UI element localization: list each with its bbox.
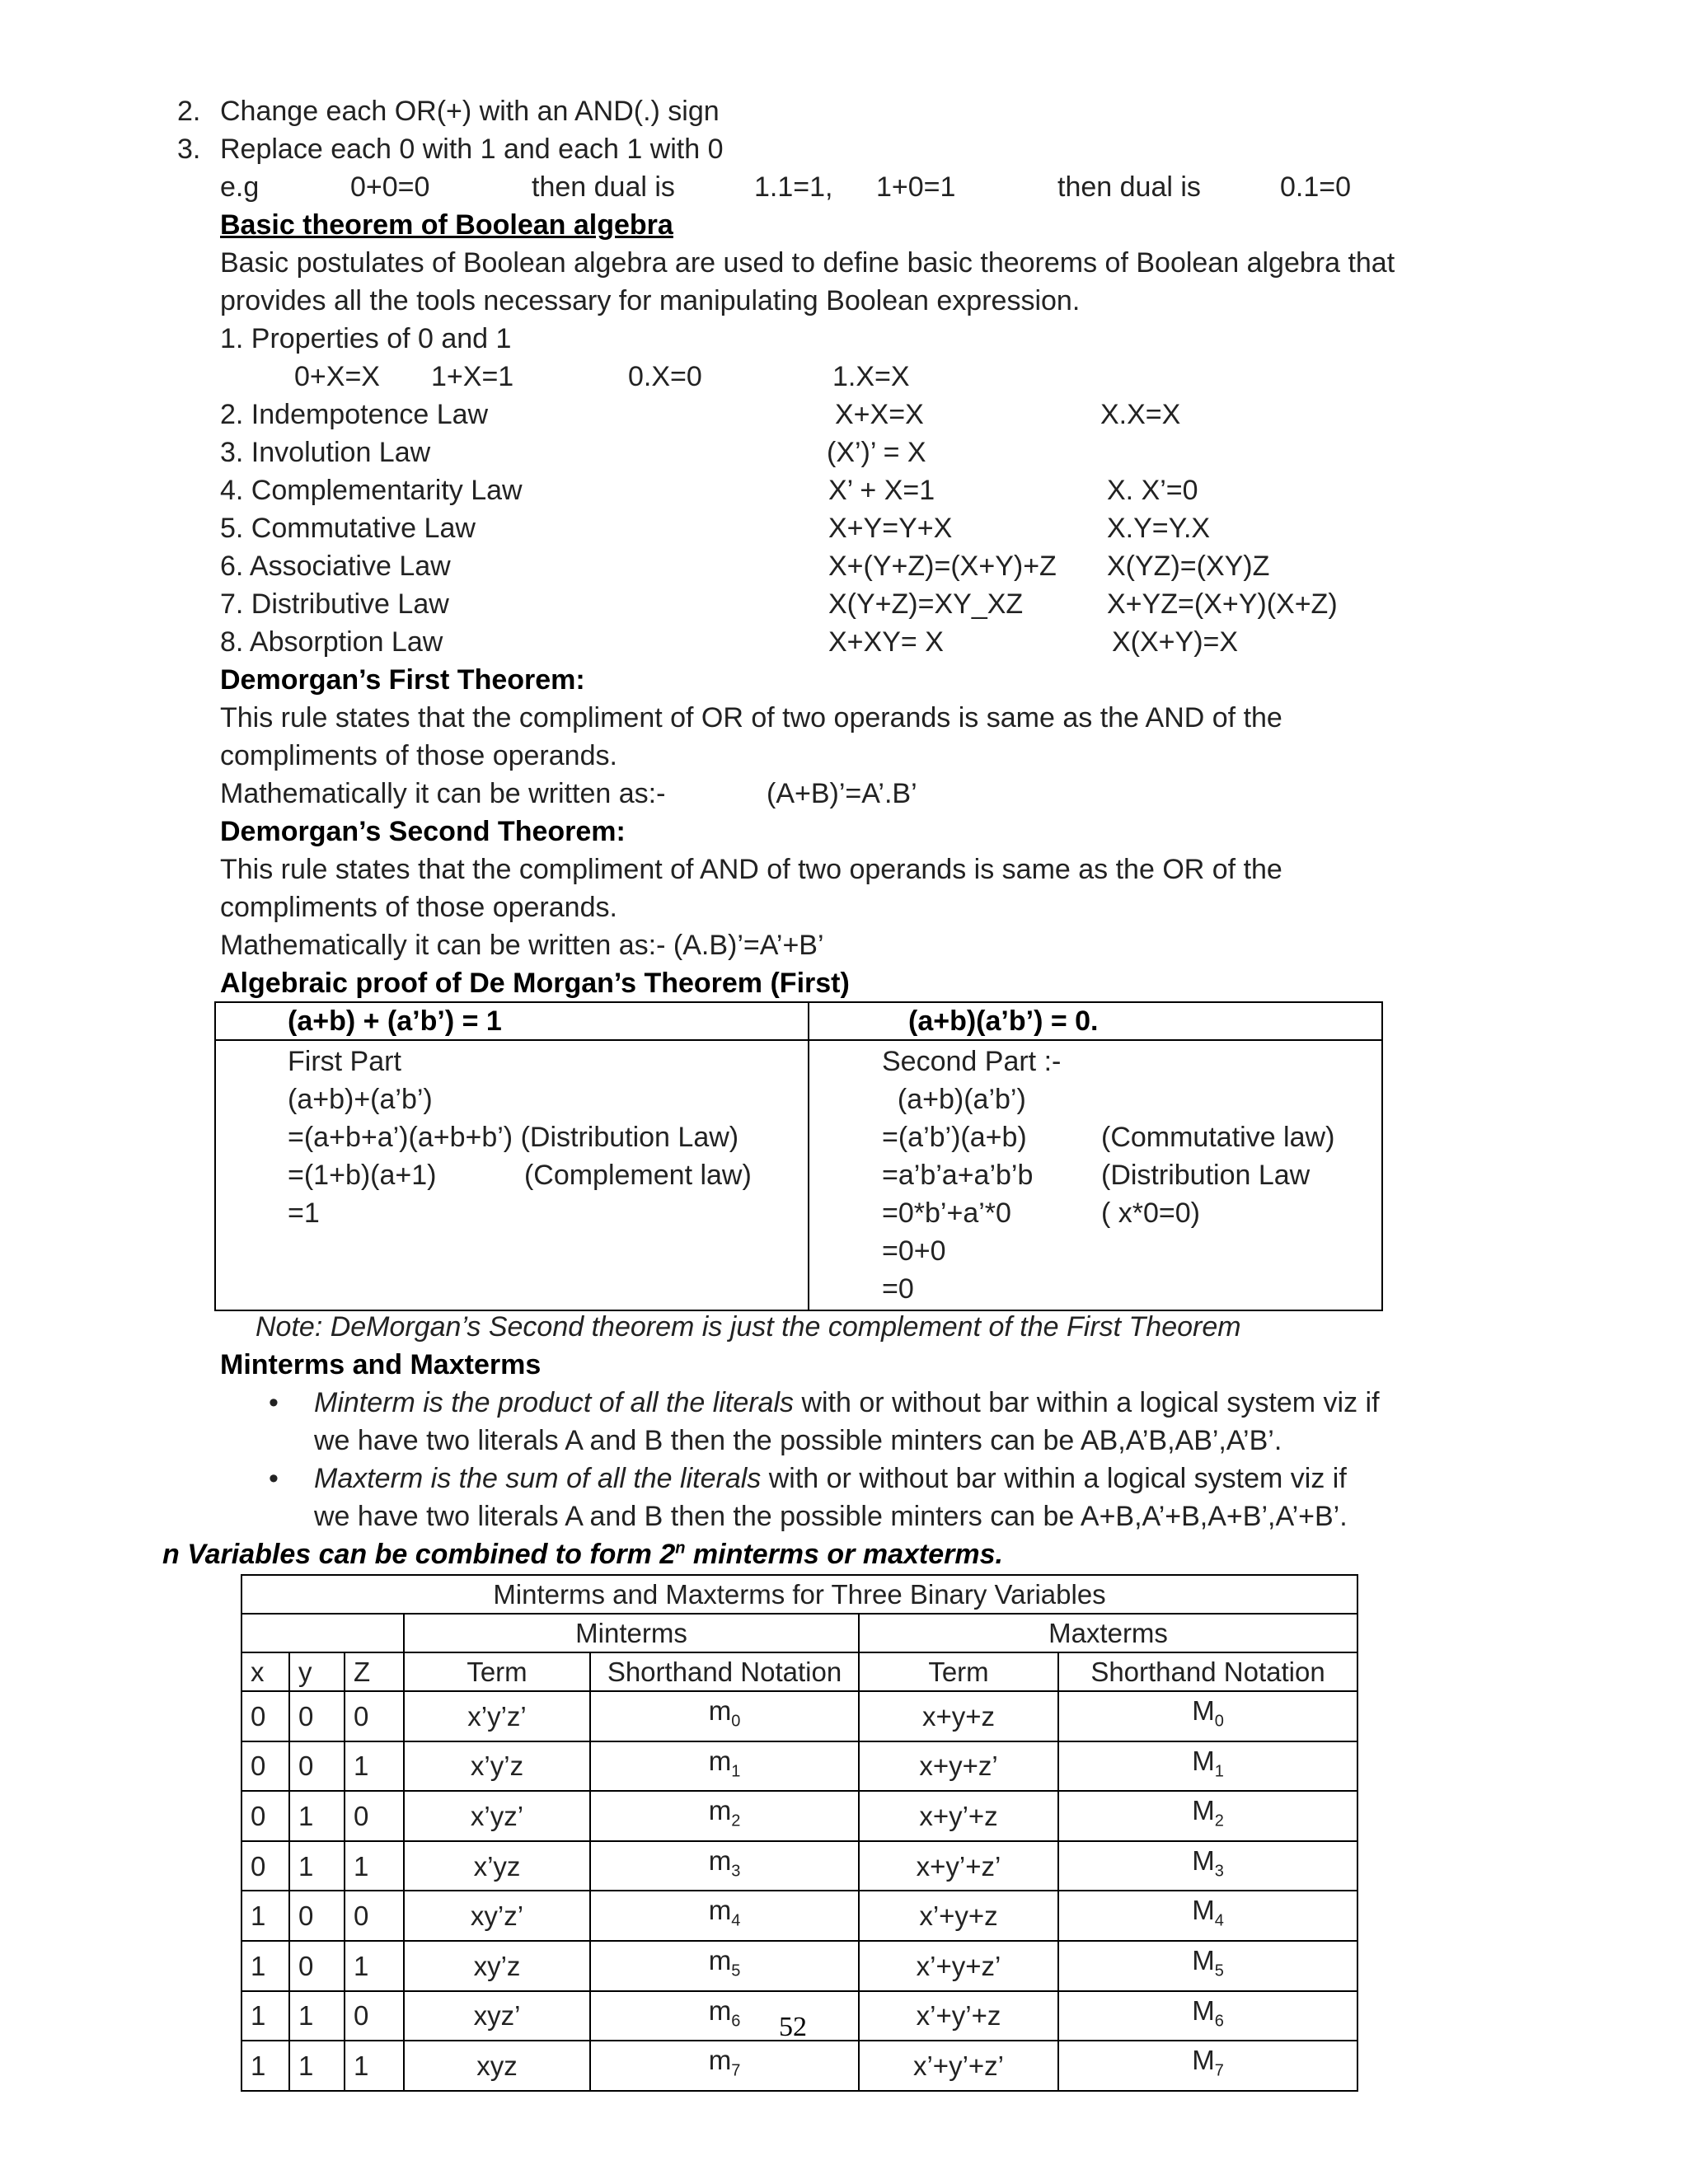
proof-right-body [809,1040,1382,1310]
demorgan-first-heading: Demorgan’s First Theorem: [220,664,585,696]
table-row: 1 0 1 xy’z $m_5$ x’+y+z’ $M_5$ [241,1941,1357,1991]
demorgan-first-math-label: Mathematically it can be written as:- [220,778,666,809]
demorgan-second-text-1: This rule states that the compliment of AND of two operands is same as the OR of the [220,854,1282,885]
properties-title: 1. Properties of 0 and 1 [220,323,512,354]
table-row: 0 1 1 x’yz $m_3$ x+y’+z’ $M_3$ [241,1841,1357,1891]
basic-theorem-heading: Basic theorem of Boolean algebra [220,209,673,241]
proof-line: =(a’b’)(a+b) (Commutative law) [882,1122,1335,1153]
proof-right-header-cell [809,1002,1382,1040]
proof-line: (a+b)(a’b’) [882,1084,1026,1115]
proof-left-body [215,1040,809,1310]
table-row: 0 1 0 x’yz’ $m_2$ x+y’+z $M_2$ [241,1791,1357,1841]
maxterms-group-header: Maxterms [859,1614,1357,1652]
minterms-group-header: Minterms [404,1614,859,1652]
demorgan-first-text-2: compliments of those operands. [220,740,617,771]
column-header: Shorthand Notation [590,1652,859,1691]
table-title: Minterms and Maxterms for Three Binary Variables [241,1575,1357,1614]
page-number: 52 [779,2012,807,2042]
table-header-row [241,1652,1357,1691]
proof-right-header: (a+b)(a’b’) = 0. [908,1005,1099,1037]
table-empty-cell [241,1614,404,1652]
proof-line: (a+b)+(a’b’) [288,1084,433,1115]
column-header: y [289,1652,345,1691]
proof-line: =(1+b)(a+1) (Complement law) [288,1160,752,1191]
column-header: Term [859,1652,1058,1691]
proof-left-header-cell [215,1002,809,1040]
table-row: 0 0 1 x’y’z $m_1$ x+y+z’ $M_1$ [241,1741,1357,1792]
bullet-icon: • [269,1387,279,1418]
proof-line: =0+0 [882,1235,946,1267]
proof-line: Second Part :- [882,1046,1062,1077]
demorgan-note: Note: DeMorgan’s Second theorem is just the complement of the First Theorem [256,1311,1241,1343]
table-row: 1 1 0 xyz’ $m_6$ x’+y’+z $M_6$ [241,1991,1357,2041]
proof-line: First Part [288,1046,401,1077]
n-variables-statement: n Variables can be combined to form 2$^n$ minterms or maxterms. [162,1539,1003,1570]
table-row: 1 1 1 xyz $m_7$ x’+y’+z’ $M_7$ [241,2041,1357,2091]
proof-heading: Algebraic proof of De Morgan’s Theorem (First) [220,968,850,999]
column-header: Z [345,1652,404,1691]
proof-line: =1 [288,1197,320,1229]
minterms-heading: Minterms and Maxterms [220,1349,542,1380]
proof-line: =0 [882,1273,914,1305]
proof-line: =0*b’+a’*0 ( x*0=0) [882,1197,1200,1229]
column-header: Term [404,1652,590,1691]
demorgan-first-math: (A+B)’=A’.B’ [767,778,917,809]
demorgan-second-heading: Demorgan’s Second Theorem: [220,816,626,847]
dual-rule-2: 2. Change each OR(+) with an AND(.) sign [177,96,720,127]
column-header: Shorthand Notation [1058,1652,1357,1691]
demorgan-second-math: Mathematically it can be written as:- (A.B)’=A’+B’ [220,930,824,961]
demorgan-first-text-1: This rule states that the compliment of OR of two operands is same as the AND of the [220,702,1282,733]
proof-line: =a’b’a+a’b’b (Distribution Law [882,1160,1311,1191]
bullet-icon: • [269,1463,279,1494]
dual-rule-3: 3. Replace each 0 with 1 and each 1 with 0 [177,134,724,165]
proof-table [214,1001,1383,1311]
table-row: 0 0 0 x’y’z’ $m_0$ x+y+z $M_0$ [241,1691,1357,1741]
demorgan-second-text-2: compliments of those operands. [220,892,617,923]
table-row: 1 0 0 xy’z’ $m_4$ x’+y+z $M_4$ [241,1891,1357,1941]
proof-left-header: (a+b) + (a’b’) = 1 [288,1005,502,1037]
basic-theorem-para-2: provides all the tools necessary for manipulating Boolean expression. [220,285,1081,316]
proof-line: =(a+b+a’)(a+b+b’) (Distribution Law) [288,1122,739,1153]
column-header: x [241,1652,289,1691]
basic-theorem-para-1: Basic postulates of Boolean algebra are used to define basic theorems of Boolean algebra that [220,247,1395,279]
